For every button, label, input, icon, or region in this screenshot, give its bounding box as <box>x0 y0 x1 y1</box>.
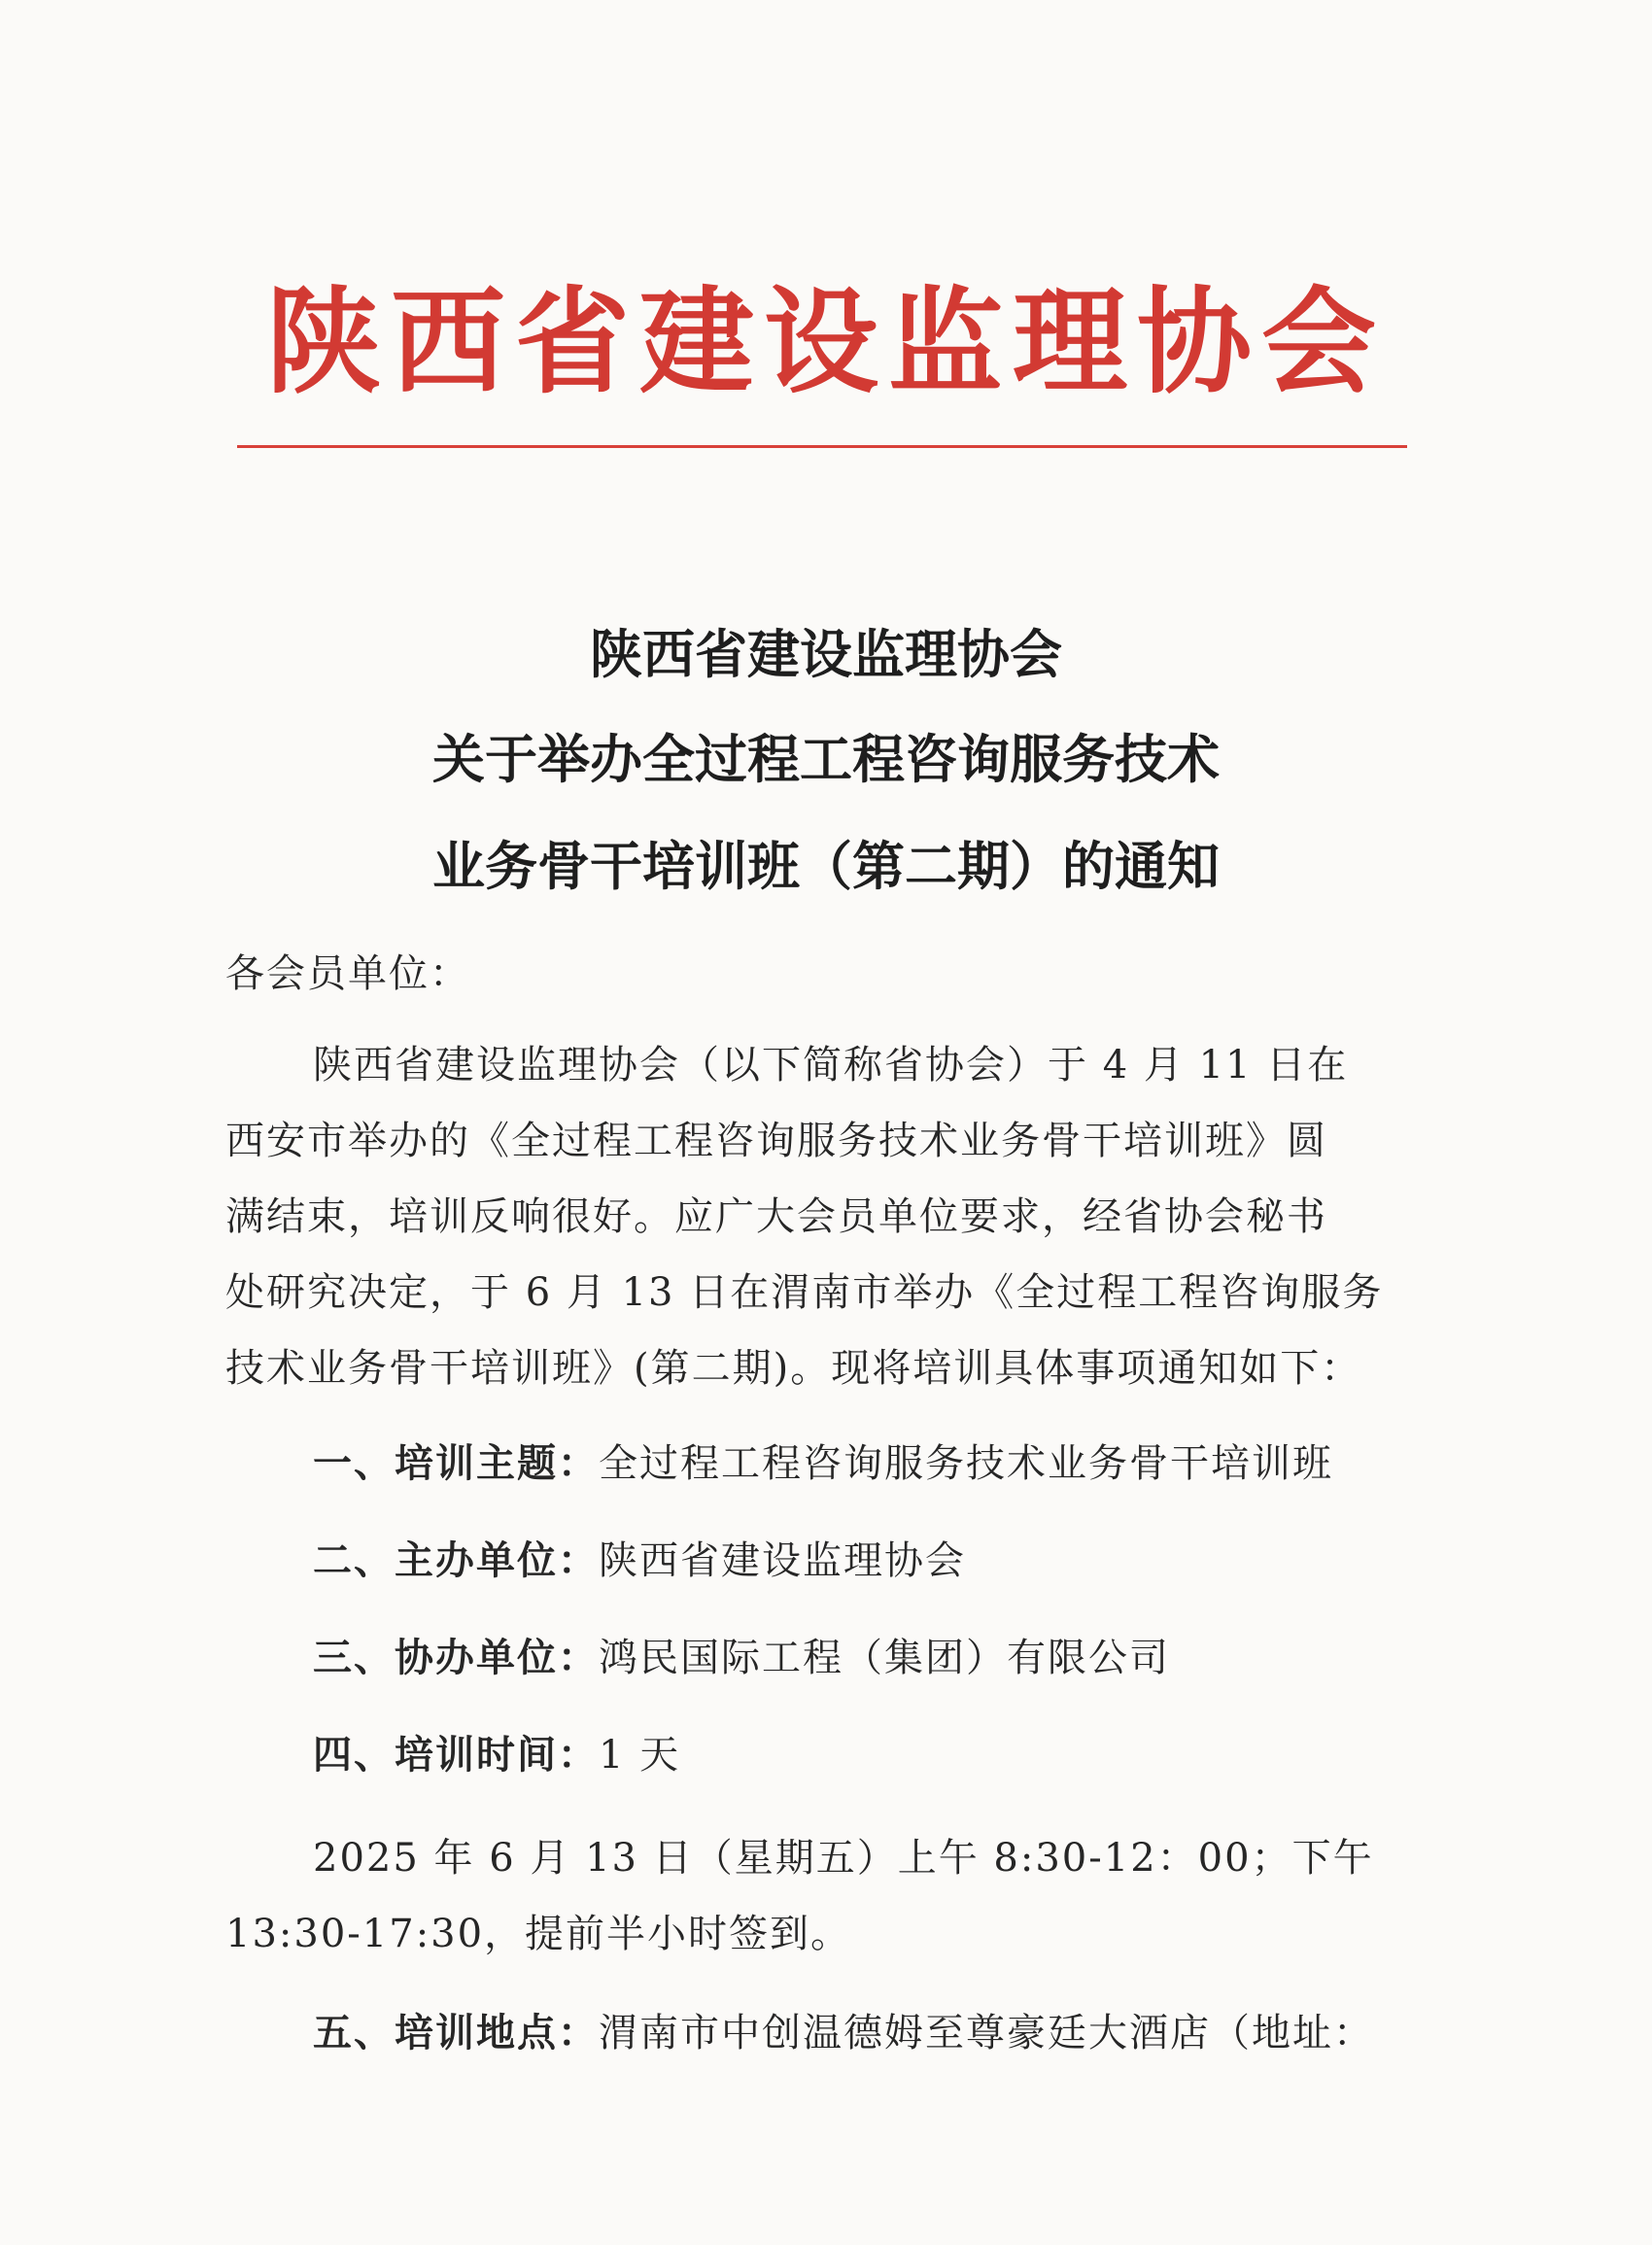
section-co-organizer <box>313 1629 1170 1687</box>
section-co-organizer-value: 鸿民国际工程（集团）有限公司 <box>599 1636 1170 1680</box>
section-duration <box>313 1726 680 1784</box>
intro-line-3: 满结束，培训反响很好。应广大会员单位要求，经省协会秘书 <box>225 1194 1327 1239</box>
notice-title-line-2: 关于举办全过程工程咨询服务技术 <box>432 728 1220 790</box>
section-organizer-value: 陕西省建设监理协会 <box>599 1538 966 1583</box>
section-topic-value: 全过程工程咨询服务技术业务骨干培训班 <box>599 1441 1333 1486</box>
section-location <box>313 2004 1374 2062</box>
section-topic-label: 一、培训主题： <box>313 1440 599 1486</box>
schedule-line-1: 2025 年 6 月 13 日（星期五）上午 8:30-12：00；下午 <box>313 1836 1374 1881</box>
letterhead-red-rule <box>237 445 1407 448</box>
section-location-value: 渭南市中创温德姆至尊豪廷大酒店（地址： <box>599 2011 1374 2055</box>
schedule-line-2: 13:30-17:30，提前半小时签到。 <box>225 1912 852 1956</box>
intro-line-5: 技术业务骨干培训班》(第二期)。现将培训具体事项通知如下： <box>225 1346 1362 1391</box>
intro-line-2: 西安市举办的《全过程工程咨询服务技术业务骨干培训班》圆 <box>225 1119 1327 1163</box>
section-location-label: 五、培训地点： <box>313 2010 599 2055</box>
section-organizer-label: 二、主办单位： <box>313 1537 599 1583</box>
section-topic <box>313 1434 1333 1493</box>
letterhead-org-name: 陕西省建设监理协会 <box>265 274 1386 409</box>
section-duration-label: 四、培训时间： <box>313 1732 599 1778</box>
notice-title-line-1: 陕西省建设监理协会 <box>590 623 1062 685</box>
section-duration-value: 1 天 <box>599 1733 681 1778</box>
section-organizer <box>313 1532 966 1590</box>
section-co-organizer-label: 三、协办单位： <box>313 1635 599 1680</box>
intro-line-4: 处研究决定，于 6 月 13 日在渭南市举办《全过程工程咨询服务 <box>225 1270 1384 1315</box>
notice-title-line-3: 业务骨干培训班（第二期）的通知 <box>432 835 1220 897</box>
salutation: 各会员单位： <box>225 951 470 996</box>
intro-line-1: 陕西省建设监理协会（以下简称省协会）于 4 月 11 日在 <box>313 1043 1349 1088</box>
